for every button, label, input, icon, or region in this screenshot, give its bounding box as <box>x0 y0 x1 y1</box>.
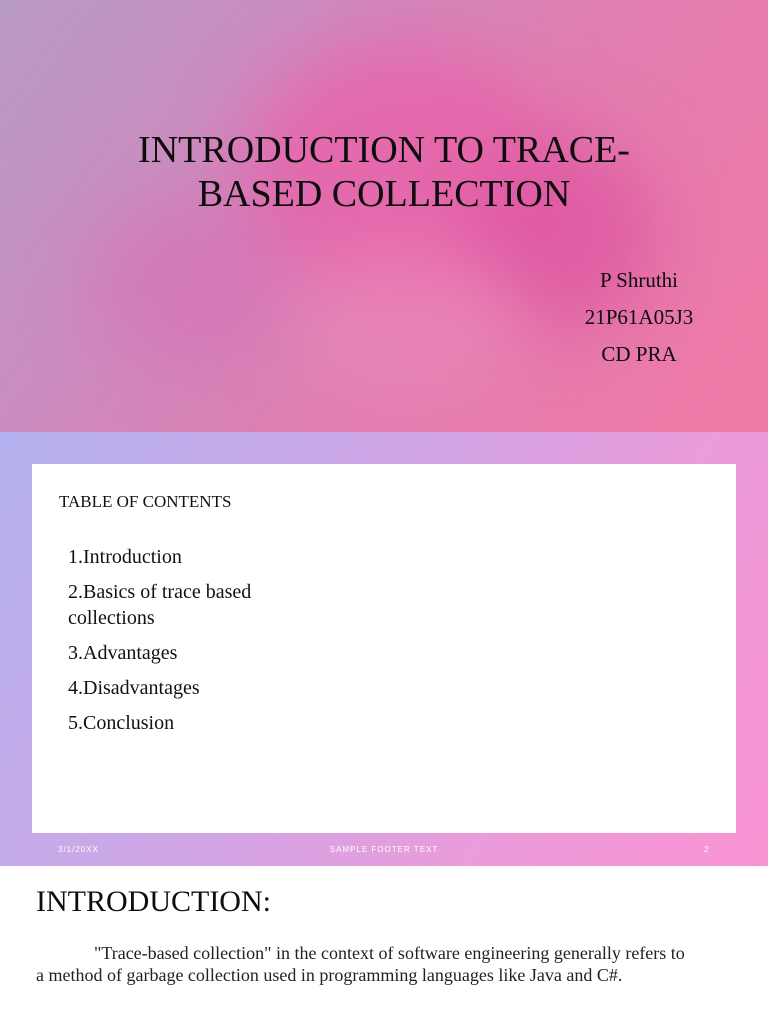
toc-item: 3.Advantages <box>68 642 178 664</box>
footer-page-number: 2 <box>704 845 710 854</box>
toc-item: 1.Introduction <box>68 546 182 568</box>
author-info <box>560 262 718 373</box>
contents-slide <box>0 432 768 866</box>
intro-paragraph: "Trace-based collection" in the context of software engineering generally refers to a method of garbage collection used in programming languages like Java and C#. <box>36 943 685 985</box>
content-card <box>32 464 736 833</box>
footer-text: SAMPLE FOOTER TEXT <box>329 845 439 854</box>
toc-heading: TABLE OF CONTENTS <box>59 492 232 511</box>
title-slide <box>0 0 768 432</box>
toc-list <box>68 544 318 745</box>
presentation-title: INTRODUCTION TO TRACE-BASED COLLECTION <box>138 129 630 215</box>
roll-number: 21P61A05J3 <box>584 305 694 329</box>
toc-item: 5.Conclusion <box>68 712 175 734</box>
toc-item: 4.Disadvantages <box>68 677 200 699</box>
introduction-slide <box>0 866 768 1024</box>
background-blob <box>90 200 290 370</box>
footer-date: 3/1/20XX <box>58 845 99 854</box>
toc-item: 2.Basics of trace based collections <box>68 581 252 629</box>
background-blob <box>290 250 520 400</box>
subject-label: CD PRA <box>601 342 677 366</box>
slide-footer <box>0 842 768 858</box>
section-heading: INTRODUCTION: <box>36 885 271 918</box>
author-name: P Shruthi <box>600 268 678 292</box>
